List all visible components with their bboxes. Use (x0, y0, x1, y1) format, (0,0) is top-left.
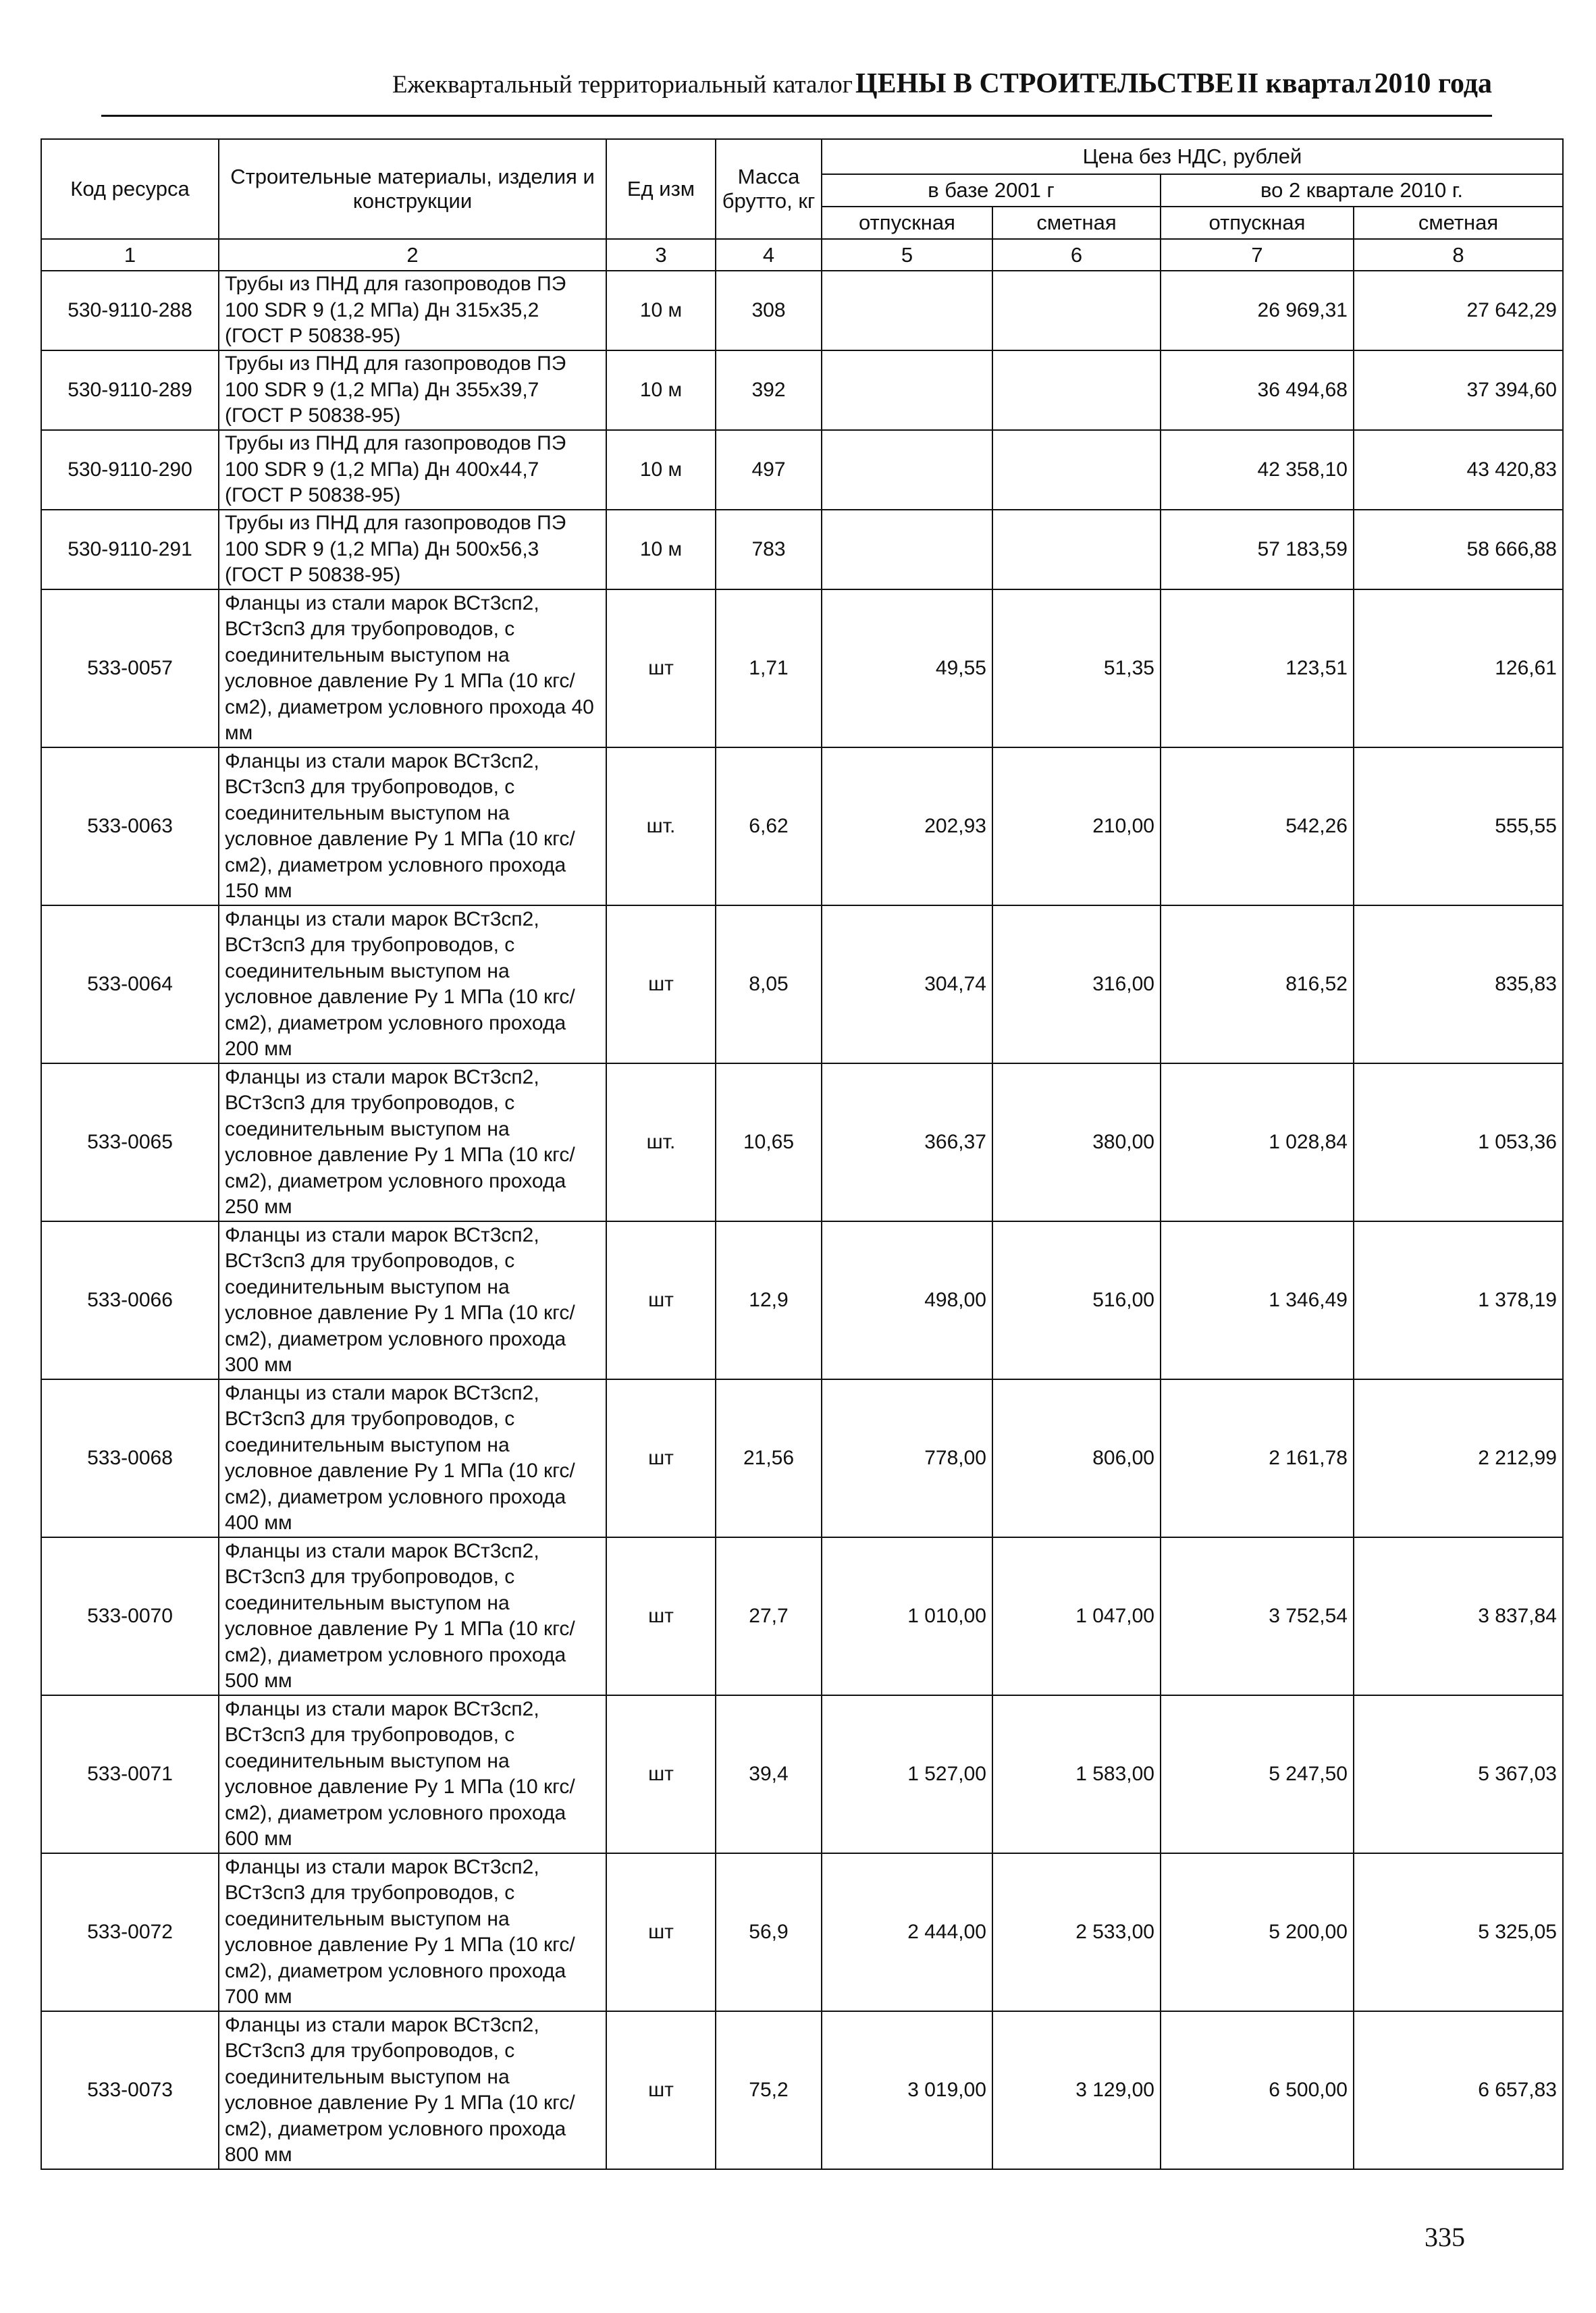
header-mass: Масса брутто, кг (716, 139, 822, 239)
table-row (41, 510, 1563, 589)
header-code: Код ресурса (41, 139, 219, 239)
page-header (101, 68, 1492, 117)
base-estimate-price: 1 047,00 (992, 1537, 1161, 1695)
table-row (41, 2011, 1563, 2169)
unit-cell: шт (606, 589, 716, 747)
resource-code: 530-9110-290 (41, 430, 219, 510)
header-base-2001: в базе 2001 г (822, 174, 1161, 207)
table-row (41, 905, 1563, 1063)
material-description: Фланцы из стали марок ВСт3сп2, ВСт3сп3 для трубопроводов, с соединительным выступом на условное давление Ру 1 МПа (10 кгс/см2), диаметром условного прохода 40 мм (219, 589, 606, 747)
base-release-price: 1 527,00 (822, 1695, 992, 1853)
q2-estimate-price: 3 837,84 (1354, 1537, 1563, 1695)
mass-cell: 21,56 (716, 1379, 822, 1537)
base-estimate-price: 51,35 (992, 589, 1161, 747)
q2-estimate-price: 6 657,83 (1354, 2011, 1563, 2169)
q2-release-price: 36 494,68 (1161, 350, 1354, 430)
unit-cell: шт (606, 1221, 716, 1379)
resource-code: 533-0071 (41, 1695, 219, 1853)
table-row (41, 1379, 1563, 1537)
mass-cell: 12,9 (716, 1221, 822, 1379)
table-row (41, 271, 1563, 350)
resource-code: 530-9110-288 (41, 271, 219, 350)
q2-estimate-price: 58 666,88 (1354, 510, 1563, 589)
material-description: Трубы из ПНД для газопроводов ПЭ 100 SDR 9 (1,2 МПа) Дн 315x35,2 (ГОСТ Р 50838-95) (219, 271, 606, 350)
q2-estimate-price: 1 378,19 (1354, 1221, 1563, 1379)
q2-release-price: 3 752,54 (1161, 1537, 1354, 1695)
header-unit: Ед изм (606, 139, 716, 239)
base-estimate-price: 210,00 (992, 747, 1161, 905)
header-q2-2010: во 2 квартале 2010 г. (1161, 174, 1563, 207)
q2-estimate-price: 1 053,36 (1354, 1063, 1563, 1221)
column-number: 5 (822, 239, 992, 271)
q2-estimate-price: 37 394,60 (1354, 350, 1563, 430)
column-number: 7 (1161, 239, 1354, 271)
table-row (41, 1063, 1563, 1221)
base-release-price: 3 019,00 (822, 2011, 992, 2169)
mass-cell: 497 (716, 430, 822, 510)
q2-release-price: 123,51 (1161, 589, 1354, 747)
material-description: Фланцы из стали марок ВСт3сп2, ВСт3сп3 для трубопроводов, с соединительным выступом на условное давление Ру 1 МПа (10 кгс/см2), диаметром условного прохода 600 мм (219, 1695, 606, 1853)
quarter-label: II квартал (1236, 68, 1372, 99)
material-description: Фланцы из стали марок ВСт3сп2, ВСт3сп3 для трубопроводов, с соединительным выступом на условное давление Ру 1 МПа (10 кгс/см2), диаметром условного прохода 400 мм (219, 1379, 606, 1537)
unit-cell: шт (606, 1853, 716, 2011)
header-release-base: отпускная (822, 207, 992, 239)
catalog-prefix: Ежеквартальный территориальный каталог (392, 71, 853, 99)
column-number: 4 (716, 239, 822, 271)
table-row (41, 1221, 1563, 1379)
column-number: 3 (606, 239, 716, 271)
mass-cell: 39,4 (716, 1695, 822, 1853)
resource-code: 533-0064 (41, 905, 219, 1063)
header-release-q2: отпускная (1161, 207, 1354, 239)
q2-estimate-price: 27 642,29 (1354, 271, 1563, 350)
base-release-price: 1 010,00 (822, 1537, 992, 1695)
q2-release-price: 26 969,31 (1161, 271, 1354, 350)
material-description: Трубы из ПНД для газопроводов ПЭ 100 SDR 9 (1,2 МПа) Дн 500x56,3 (ГОСТ Р 50838-95) (219, 510, 606, 589)
q2-estimate-price: 43 420,83 (1354, 430, 1563, 510)
unit-cell: шт. (606, 747, 716, 905)
mass-cell: 308 (716, 271, 822, 350)
material-description: Фланцы из стали марок ВСт3сп2, ВСт3сп3 для трубопроводов, с соединительным выступом на условное давление Ру 1 МПа (10 кгс/см2), диаметром условного прохода 500 мм (219, 1537, 606, 1695)
catalog-title: ЦЕНЫ В СТРОИТЕЛЬСТВЕ (855, 68, 1234, 99)
mass-cell: 27,7 (716, 1537, 822, 1695)
unit-cell: 10 м (606, 350, 716, 430)
table-row (41, 1537, 1563, 1695)
material-description: Фланцы из стали марок ВСт3сп2, ВСт3сп3 для трубопроводов, с соединительным выступом на условное давление Ру 1 МПа (10 кгс/см2), диаметром условного прохода 700 мм (219, 1853, 606, 2011)
page-number: 335 (1425, 2222, 1465, 2252)
resource-code: 533-0073 (41, 2011, 219, 2169)
base-release-price: 366,37 (822, 1063, 992, 1221)
material-description: Фланцы из стали марок ВСт3сп2, ВСт3сп3 для трубопроводов, с соединительным выступом на условное давление Ру 1 МПа (10 кгс/см2), диаметром условного прохода 800 мм (219, 2011, 606, 2169)
q2-release-price: 816,52 (1161, 905, 1354, 1063)
q2-release-price: 1 028,84 (1161, 1063, 1354, 1221)
q2-estimate-price: 126,61 (1354, 589, 1563, 747)
material-description: Фланцы из стали марок ВСт3сп2, ВСт3сп3 для трубопроводов, с соединительным выступом на условное давление Ру 1 МПа (10 кгс/см2), диаметром условного прохода 300 мм (219, 1221, 606, 1379)
mass-cell: 75,2 (716, 2011, 822, 2169)
q2-estimate-price: 835,83 (1354, 905, 1563, 1063)
mass-cell: 8,05 (716, 905, 822, 1063)
resource-code: 530-9110-289 (41, 350, 219, 430)
table-row (41, 350, 1563, 430)
resource-code: 533-0063 (41, 747, 219, 905)
base-estimate-price: 1 583,00 (992, 1695, 1161, 1853)
year-label: 2010 года (1374, 68, 1492, 99)
unit-cell: 10 м (606, 271, 716, 350)
header-estimate-base: сметная (992, 207, 1161, 239)
base-release-price: 49,55 (822, 589, 992, 747)
column-number: 8 (1354, 239, 1563, 271)
table-row (41, 1853, 1563, 2011)
q2-release-price: 6 500,00 (1161, 2011, 1354, 2169)
mass-cell: 10,65 (716, 1063, 822, 1221)
resource-code: 533-0070 (41, 1537, 219, 1695)
material-description: Фланцы из стали марок ВСт3сп2, ВСт3сп3 для трубопроводов, с соединительным выступом на условное давление Ру 1 МПа (10 кгс/см2), диаметром условного прохода 200 мм (219, 905, 606, 1063)
material-description: Фланцы из стали марок ВСт3сп2, ВСт3сп3 для трубопроводов, с соединительным выступом на условное давление Ру 1 МПа (10 кгс/см2), диаметром условного прохода 150 мм (219, 747, 606, 905)
base-estimate-price: 380,00 (992, 1063, 1161, 1221)
base-release-price (822, 271, 992, 350)
base-estimate-price: 316,00 (992, 905, 1161, 1063)
base-release-price (822, 430, 992, 510)
q2-estimate-price: 555,55 (1354, 747, 1563, 905)
material-description: Трубы из ПНД для газопроводов ПЭ 100 SDR 9 (1,2 МПа) Дн 400x44,7 (ГОСТ Р 50838-95) (219, 430, 606, 510)
table-row (41, 430, 1563, 510)
table-row (41, 589, 1563, 747)
q2-release-price: 2 161,78 (1161, 1379, 1354, 1537)
base-estimate-price (992, 430, 1161, 510)
base-estimate-price: 2 533,00 (992, 1853, 1161, 2011)
q2-estimate-price: 5 325,05 (1354, 1853, 1563, 2011)
q2-release-price: 542,26 (1161, 747, 1354, 905)
header-price-group: Цена без НДС, рублей (822, 139, 1563, 174)
resource-code: 533-0068 (41, 1379, 219, 1537)
mass-cell: 6,62 (716, 747, 822, 905)
base-estimate-price (992, 271, 1161, 350)
table-row (41, 1695, 1563, 1853)
base-release-price (822, 350, 992, 430)
resource-code: 533-0057 (41, 589, 219, 747)
q2-release-price: 1 346,49 (1161, 1221, 1354, 1379)
material-description: Фланцы из стали марок ВСт3сп2, ВСт3сп3 для трубопроводов, с соединительным выступом на условное давление Ру 1 МПа (10 кгс/см2), диаметром условного прохода 250 мм (219, 1063, 606, 1221)
table-row (41, 747, 1563, 905)
q2-release-price: 5 200,00 (1161, 1853, 1354, 2011)
base-estimate-price: 806,00 (992, 1379, 1161, 1537)
q2-release-price: 42 358,10 (1161, 430, 1354, 510)
unit-cell: шт (606, 2011, 716, 2169)
resource-code: 533-0065 (41, 1063, 219, 1221)
mass-cell: 1,71 (716, 589, 822, 747)
unit-cell: 10 м (606, 510, 716, 589)
base-release-price: 304,74 (822, 905, 992, 1063)
base-estimate-price (992, 510, 1161, 589)
q2-release-price: 5 247,50 (1161, 1695, 1354, 1853)
base-release-price: 778,00 (822, 1379, 992, 1537)
resource-code: 533-0072 (41, 1853, 219, 2011)
base-release-price (822, 510, 992, 589)
base-estimate-price (992, 350, 1161, 430)
base-release-price: 498,00 (822, 1221, 992, 1379)
column-number: 2 (219, 239, 606, 271)
price-table (41, 138, 1564, 2170)
q2-release-price: 57 183,59 (1161, 510, 1354, 589)
base-release-price: 2 444,00 (822, 1853, 992, 2011)
unit-cell: шт. (606, 1063, 716, 1221)
column-number: 6 (992, 239, 1161, 271)
header-estimate-q2: сметная (1354, 207, 1563, 239)
unit-cell: 10 м (606, 430, 716, 510)
unit-cell: шт (606, 1695, 716, 1853)
mass-cell: 56,9 (716, 1853, 822, 2011)
q2-estimate-price: 2 212,99 (1354, 1379, 1563, 1537)
unit-cell: шт (606, 1379, 716, 1537)
base-release-price: 202,93 (822, 747, 992, 905)
mass-cell: 783 (716, 510, 822, 589)
resource-code: 530-9110-291 (41, 510, 219, 589)
q2-estimate-price: 5 367,03 (1354, 1695, 1563, 1853)
unit-cell: шт (606, 905, 716, 1063)
resource-code: 533-0066 (41, 1221, 219, 1379)
unit-cell: шт (606, 1537, 716, 1695)
base-estimate-price: 3 129,00 (992, 2011, 1161, 2169)
material-description: Трубы из ПНД для газопроводов ПЭ 100 SDR 9 (1,2 МПа) Дн 355x39,7 (ГОСТ Р 50838-95) (219, 350, 606, 430)
header-materials: Строительные материалы, изделия и конструкции (219, 139, 606, 239)
base-estimate-price: 516,00 (992, 1221, 1161, 1379)
mass-cell: 392 (716, 350, 822, 430)
column-number: 1 (41, 239, 219, 271)
